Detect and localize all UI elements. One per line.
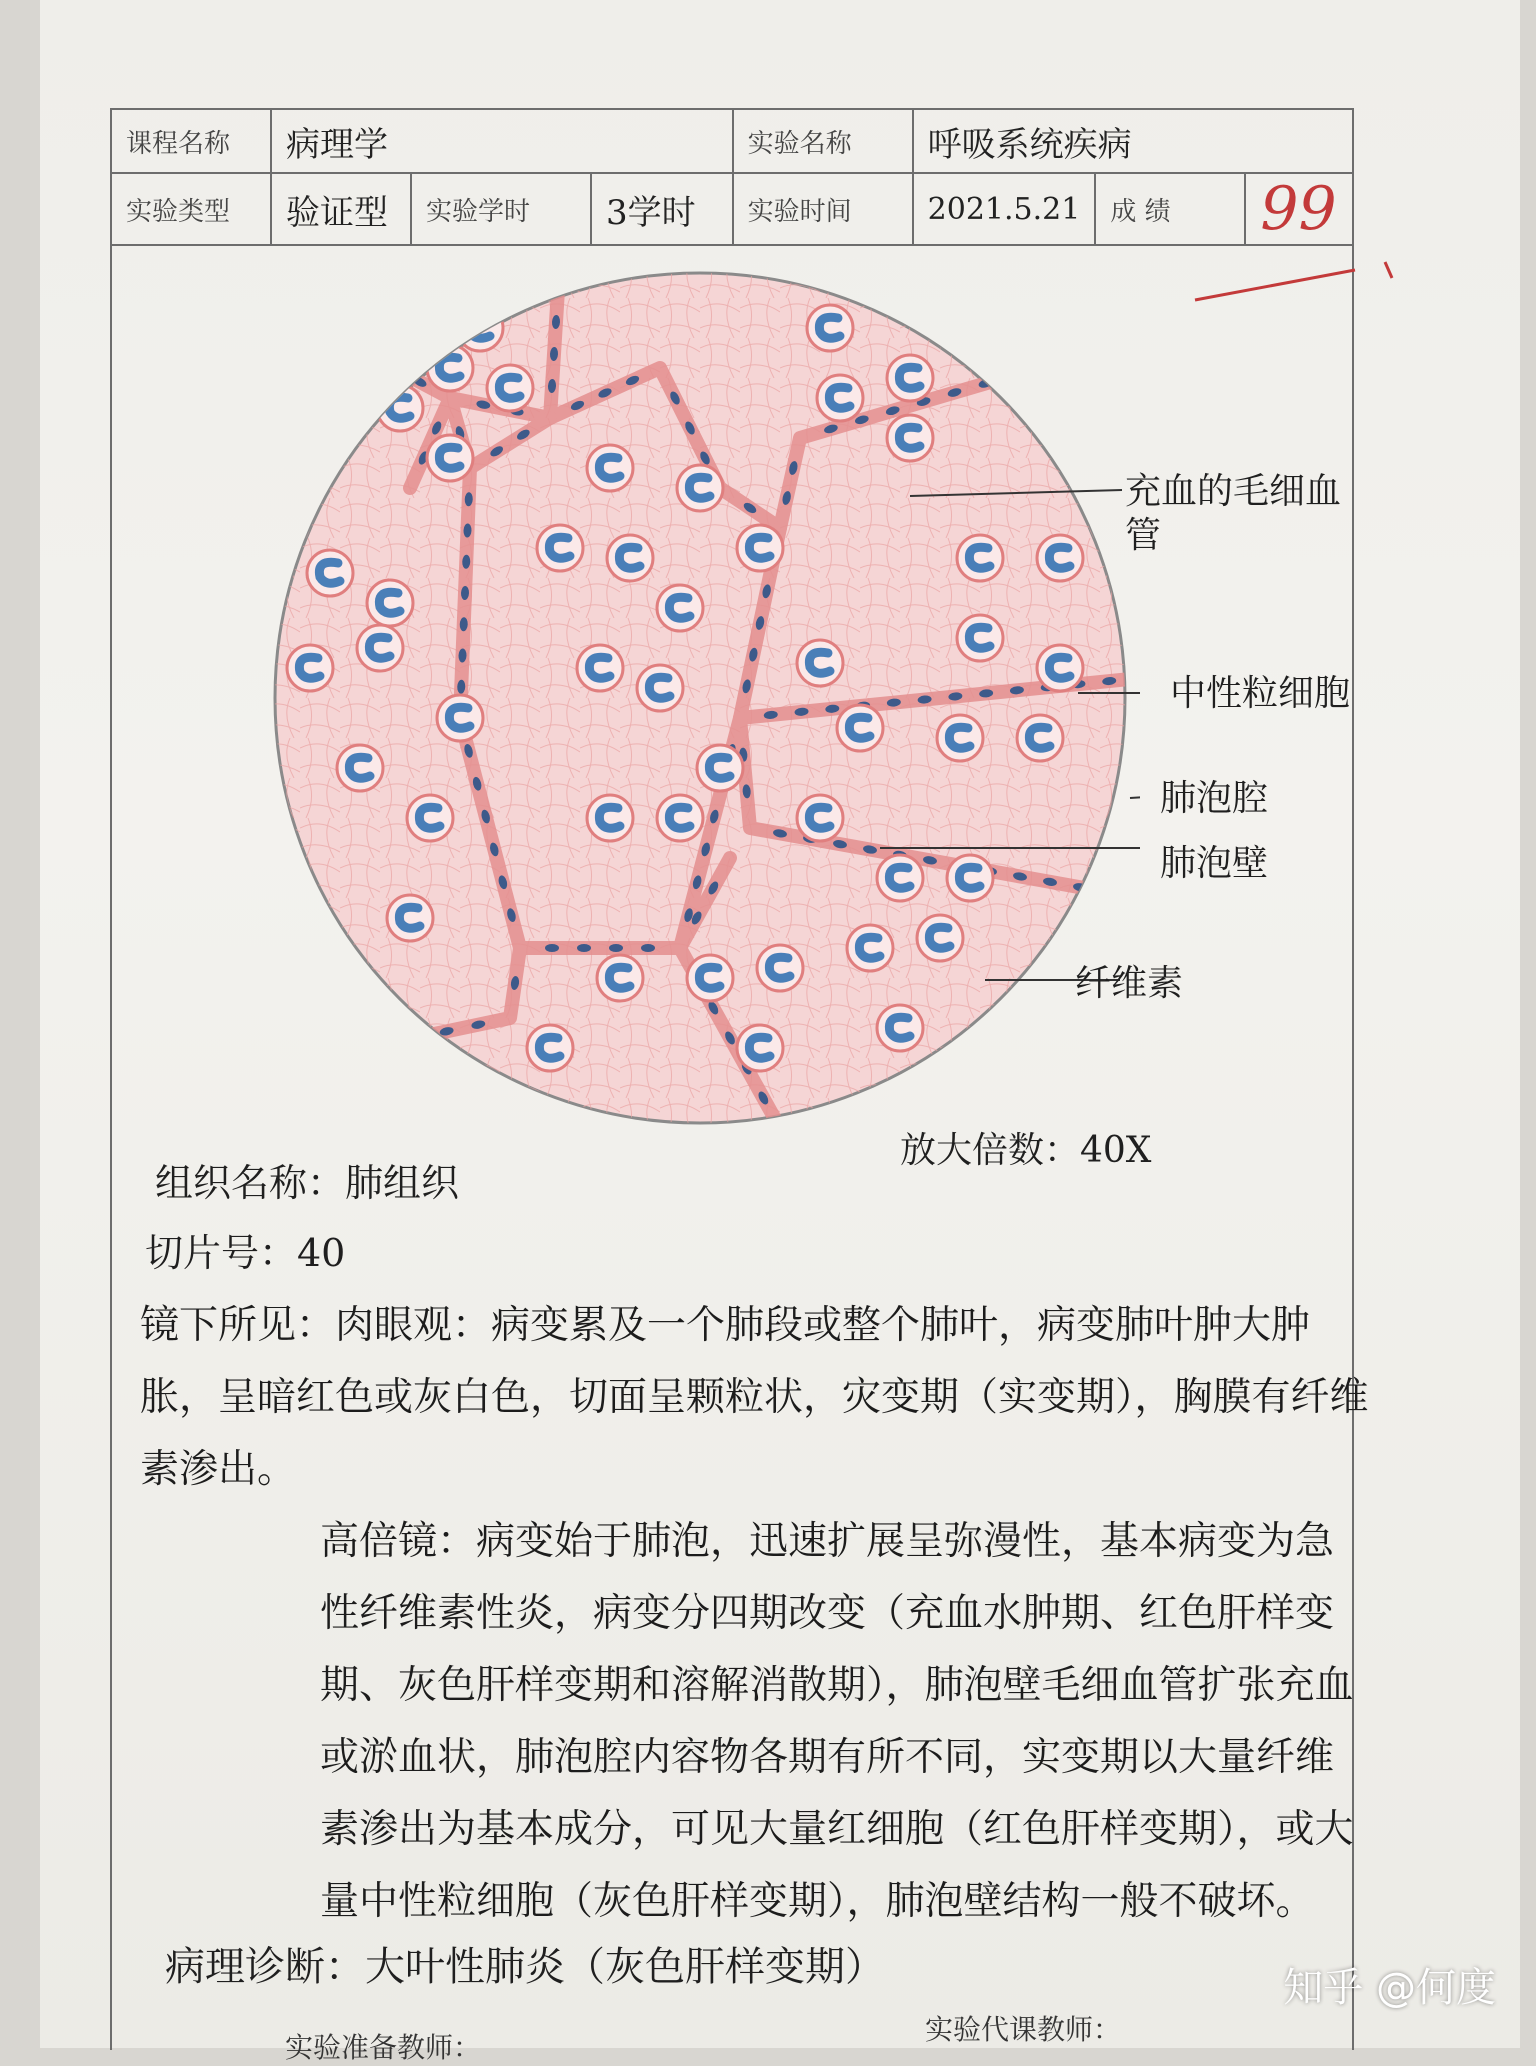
magnification: 放大倍数：40X xyxy=(900,1130,1152,1171)
experiment-hours-value: 3学时 xyxy=(591,173,733,245)
neutrophil-cell xyxy=(657,585,703,631)
capillary-nucleus xyxy=(1039,359,1055,371)
neutrophil-cell xyxy=(407,795,453,841)
leader-line xyxy=(1130,796,1140,798)
neutrophil-cell xyxy=(887,415,933,461)
neutrophil-cell xyxy=(487,365,533,411)
capillary-nucleus xyxy=(376,1039,391,1050)
neutrophil-cell xyxy=(737,525,783,571)
micro-observation: 高倍镜：病变始于肺泡，迅速扩展呈弥漫性，基本病变为急性纤维素性炎，病变分四期改变（充血水肿期、红色肝样变期、灰色肝样变期和溶解消散期），肺泡壁毛细血管扩张充血或淤血状，肺泡腔内容物各期有所不同，实变期以大量纤维素渗出为基本成分，可见大量红细胞（红色肝样变期），或大量中性粒细胞（灰色肝样变期），肺泡壁结构一般不破坏。 xyxy=(320,1519,1354,1924)
capillary-nucleus xyxy=(1070,350,1086,362)
slide-number: 切片号：40 xyxy=(145,1231,346,1275)
experiment-time-label: 实验时间 xyxy=(733,173,913,245)
neutrophil-cell xyxy=(877,855,923,901)
capillary-nucleus xyxy=(609,944,623,952)
capillary-nucleus xyxy=(352,343,368,357)
experiment-hours-label: 实验学时 xyxy=(411,173,591,245)
neutrophil-cell xyxy=(757,945,803,991)
neutrophil-cell xyxy=(1037,535,1083,581)
neutrophil-cell xyxy=(917,915,963,961)
label-alveolar-wall: 肺泡壁 xyxy=(1160,843,1269,884)
neutrophil-cell xyxy=(537,525,583,571)
gross-observation: 镜下所见：肉眼观：病变累及一个肺段或整个肺叶，病变肺叶肿大肿胀，呈暗红色或灰白色，切面呈颗粒状，灾变期（实变期），胸膜有纤维素渗出。 xyxy=(140,1303,1369,1492)
grade-value: 99 xyxy=(1245,173,1353,245)
neutrophil-cell xyxy=(427,345,473,391)
neutrophil-cell xyxy=(697,745,743,791)
neutrophil-cell xyxy=(597,955,643,1001)
capillary-nucleus xyxy=(1101,341,1117,353)
experiment-name-value: 呼吸系统疾病 xyxy=(913,109,1353,173)
neutrophil-cell xyxy=(637,665,683,711)
neutrophil-cell xyxy=(1017,715,1063,761)
neutrophil-cell xyxy=(527,1025,573,1071)
neutrophil-cell xyxy=(677,465,723,511)
neutrophil-cell xyxy=(427,435,473,481)
neutrophil-cell xyxy=(807,305,853,351)
neutrophil-cell xyxy=(737,1025,783,1071)
neutrophil-cell xyxy=(797,795,843,841)
capillary-nucleus xyxy=(1009,369,1025,381)
capillary-nucleus xyxy=(545,944,559,952)
neutrophil-cell xyxy=(437,695,483,741)
label-alveolar-lumen: 肺泡腔 xyxy=(1160,778,1269,819)
capillary-nucleus xyxy=(344,1046,359,1057)
neutrophil-cell xyxy=(587,795,633,841)
neutrophil-cell xyxy=(887,355,933,401)
neutrophil-cell xyxy=(797,640,843,686)
neutrophil-cell xyxy=(337,745,383,791)
experiment-type-value: 验证型 xyxy=(271,173,411,245)
neutrophil-cell xyxy=(367,580,413,626)
neutrophil-cell xyxy=(957,535,1003,581)
label-neutrophil: 中性粒细胞 xyxy=(1170,673,1351,714)
neutrophil-cell xyxy=(657,795,703,841)
neutrophil-cell xyxy=(307,550,353,596)
lung-tissue-drawing xyxy=(260,258,1140,1138)
experiment-time-value: 2021.5.21 xyxy=(913,173,1096,245)
capillary-nucleus xyxy=(1102,887,1117,897)
neutrophil-cell xyxy=(847,925,893,971)
capillary-nucleus xyxy=(577,944,591,952)
neutrophil-cell xyxy=(937,715,983,761)
experiment-name-label: 实验名称 xyxy=(733,109,913,173)
capillary-nucleus xyxy=(322,327,338,341)
neutrophil-cell xyxy=(287,645,333,691)
zhihu-watermark: 知乎 @何度 xyxy=(1283,1965,1496,2011)
neutrophil-cell xyxy=(947,855,993,901)
neutrophil-cell xyxy=(837,705,883,751)
course-name-label: 课程名称 xyxy=(111,109,271,173)
grade-underline-mark xyxy=(1190,250,1410,310)
neutrophil-cell xyxy=(1037,645,1083,691)
capillary-nucleus xyxy=(382,359,398,373)
neutrophil-cell xyxy=(377,385,423,431)
tissue-name: 组织名称：肺组织 xyxy=(155,1161,460,1205)
observation-text xyxy=(140,1290,1370,1938)
label-fibrin: 纤维素 xyxy=(1075,963,1184,1004)
header-table xyxy=(110,108,1354,246)
label-capillary: 充血的毛细血管 xyxy=(1125,471,1342,556)
course-name-value: 病理学 xyxy=(271,109,733,173)
grade-label: 成 绩 xyxy=(1095,173,1245,245)
neutrophil-cell xyxy=(687,955,733,1001)
pathology-diagnosis: 病理诊断：大叶性肺炎（灰色肝样变期） xyxy=(165,1944,885,1990)
neutrophil-cell xyxy=(357,625,403,671)
prep-teacher-label: 实验准备教师： xyxy=(285,2031,482,2064)
capillary-nucleus xyxy=(407,1033,422,1044)
teacher-label: 实验代课教师： xyxy=(925,2013,1122,2046)
experiment-type-label: 实验类型 xyxy=(111,173,271,245)
neutrophil-cell xyxy=(387,895,433,941)
neutrophil-cell xyxy=(817,375,863,421)
capillary-nucleus xyxy=(641,944,655,952)
neutrophil-cell xyxy=(877,1005,923,1051)
neutrophil-cell xyxy=(607,535,653,581)
neutrophil-cell xyxy=(577,645,623,691)
neutrophil-cell xyxy=(957,615,1003,661)
neutrophil-cell xyxy=(587,445,633,491)
